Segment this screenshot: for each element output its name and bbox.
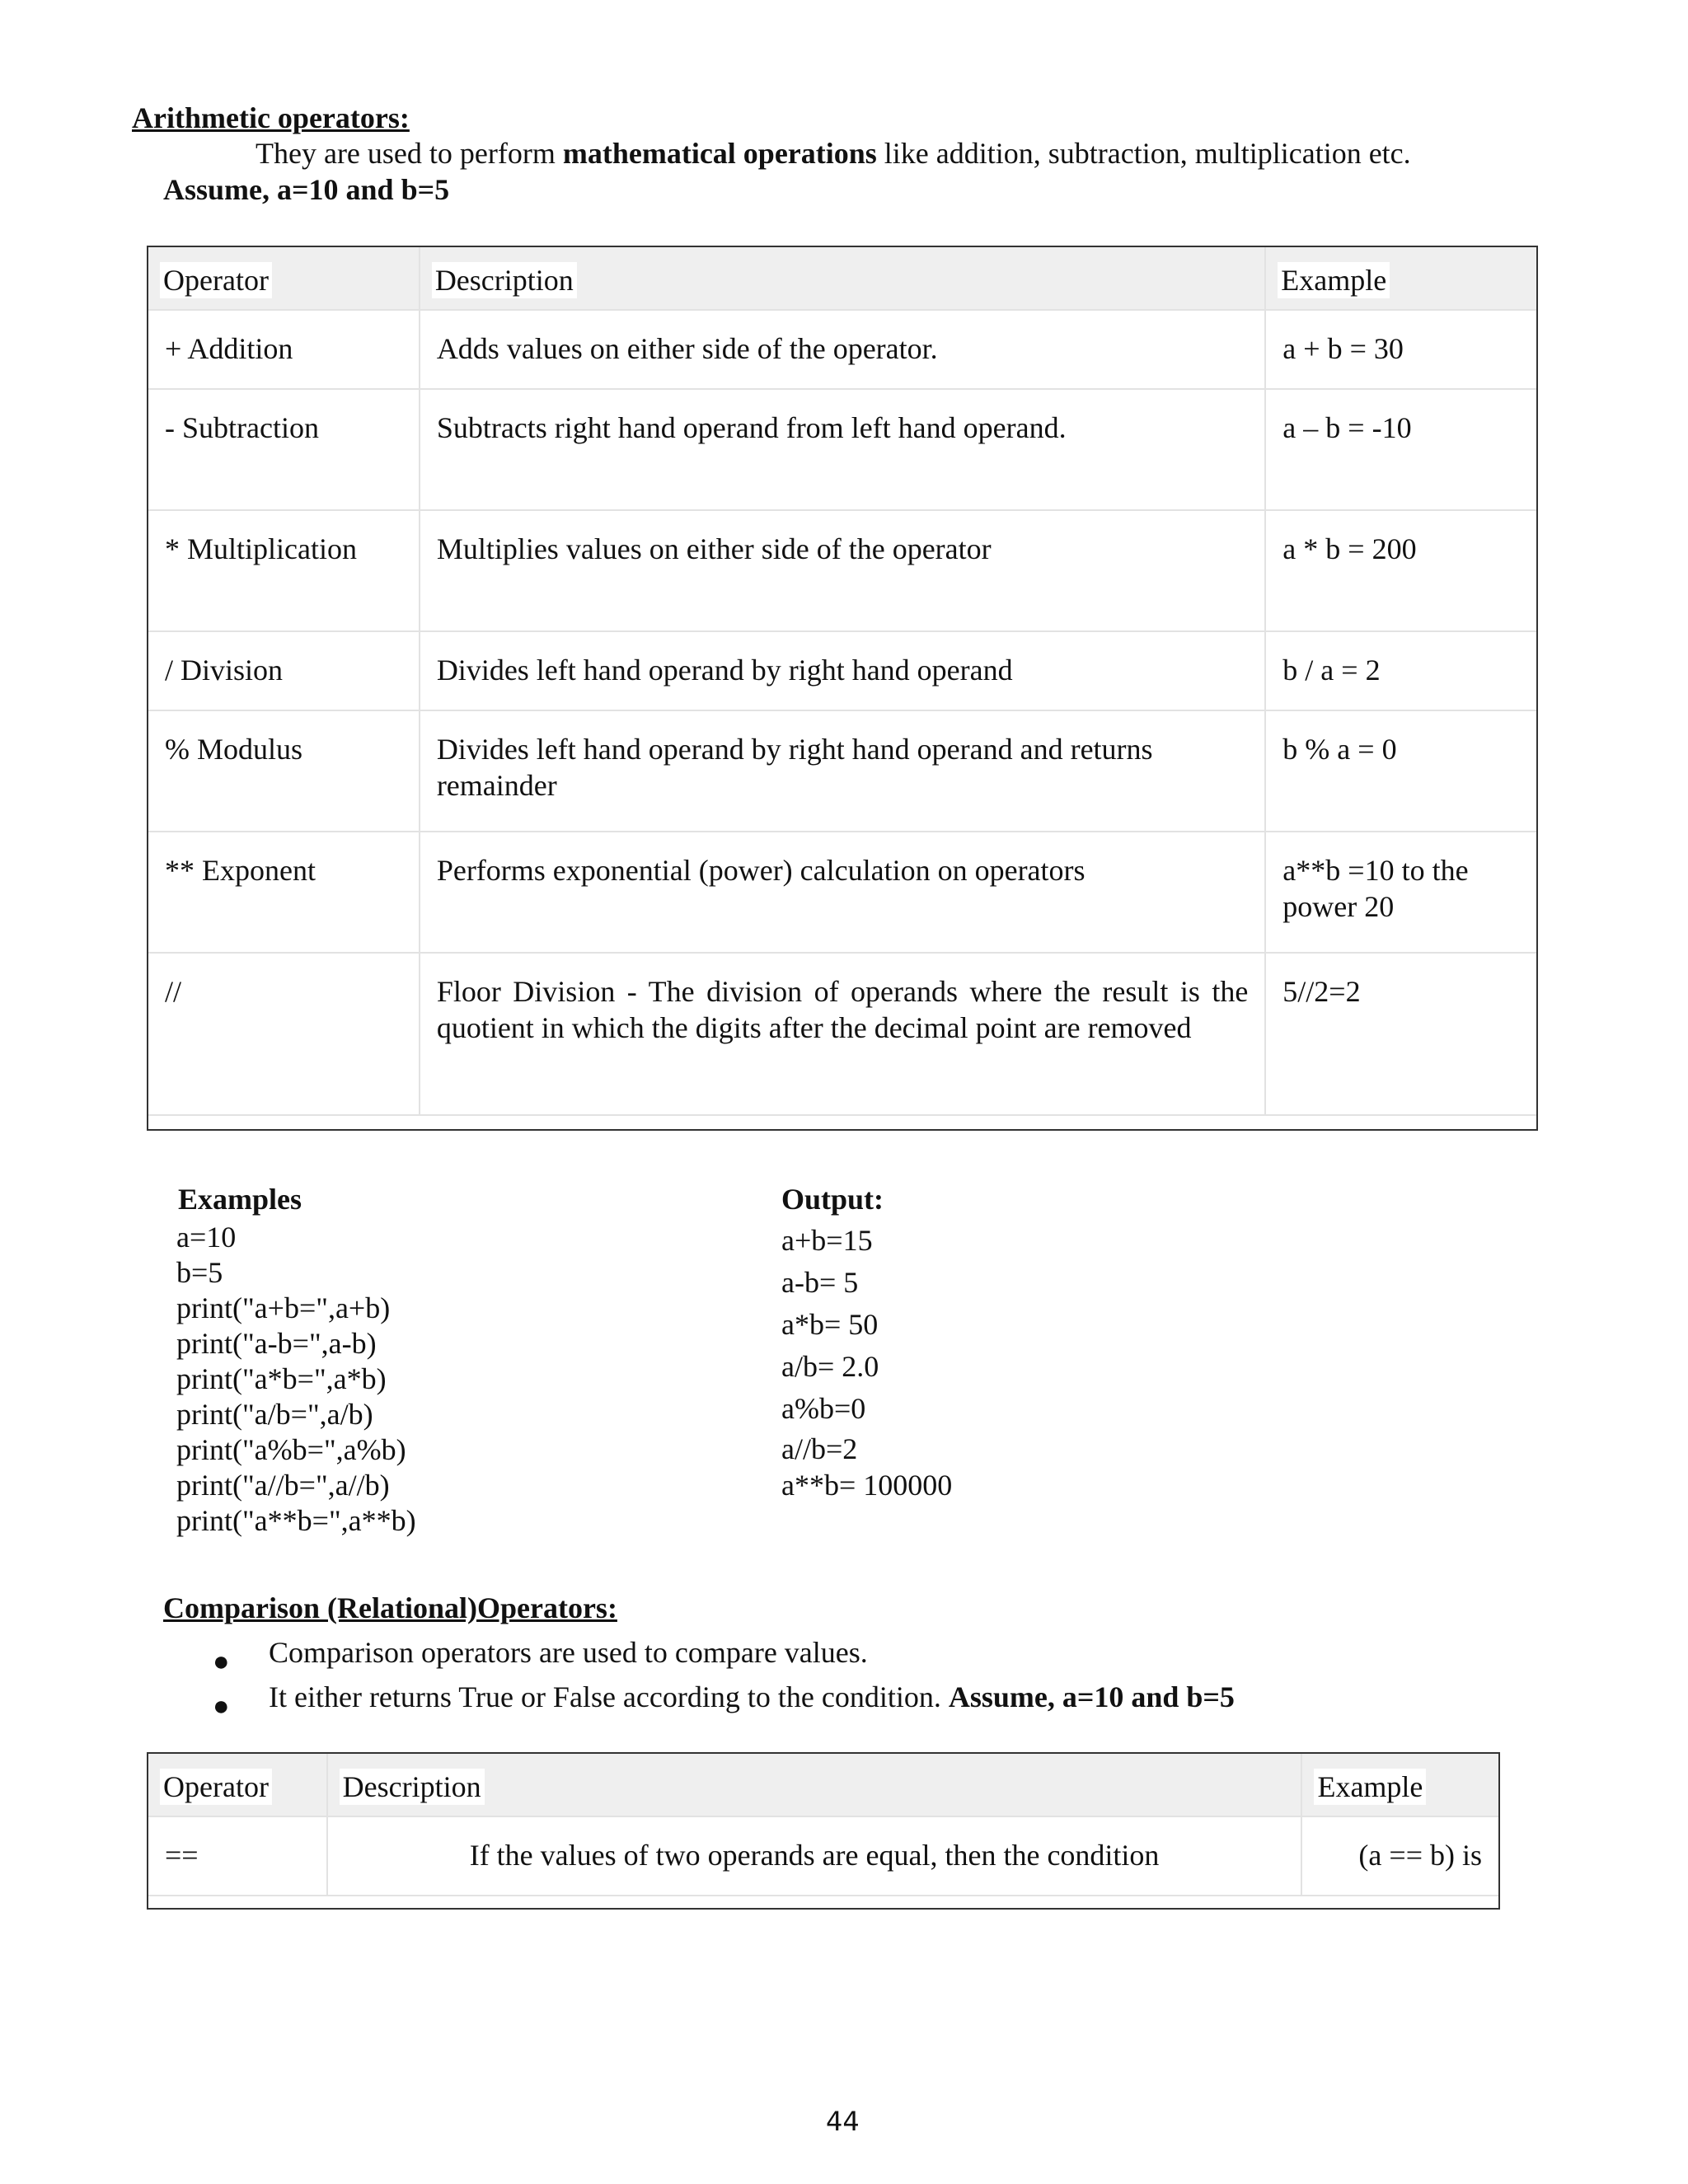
example-cell: (a == b) is	[1301, 1816, 1499, 1896]
code-line: print("a+b=",a+b)	[176, 1291, 391, 1324]
arithmetic-heading: Arithmetic operators:	[132, 101, 410, 134]
table-row	[148, 832, 1537, 953]
header-operator-label: Operator	[160, 1769, 272, 1805]
example-cell: a + b = 30	[1265, 310, 1537, 389]
example-cell: b / a = 2	[1265, 631, 1537, 710]
header-description-label: Description	[340, 1769, 485, 1805]
code-line: print("a**b=",a**b)	[176, 1504, 416, 1537]
code-line: print("a*b=",a*b)	[176, 1362, 387, 1395]
bullet-item	[176, 1630, 1235, 1675]
header-example	[1265, 246, 1537, 310]
example-cell: 5//2=2	[1265, 953, 1537, 1115]
comparison-heading: Comparison (Relational)Operators:	[163, 1591, 617, 1624]
operator-cell: + Addition	[148, 310, 420, 389]
table-row	[148, 1816, 1499, 1896]
operator-cell: //	[148, 953, 420, 1115]
bullet-item	[176, 1675, 1235, 1722]
table-header-row	[148, 1753, 1499, 1816]
description-cell: Multiplies values on either side of the operator	[420, 510, 1265, 631]
code-line: print("a-b=",a-b)	[176, 1327, 377, 1360]
example-cell: a**b =10 to the power 20	[1265, 832, 1537, 953]
output-line: a-b= 5	[781, 1266, 859, 1299]
intro-text-post: like addition, subtraction, multiplication etc.	[876, 137, 1411, 170]
intro-text-pre: They are used to perform	[256, 137, 563, 170]
description-cell: Divides left hand operand by right hand operand	[420, 631, 1265, 710]
arithmetic-assumption: Assume, a=10 and b=5	[163, 173, 450, 206]
arithmetic-intro	[256, 135, 1411, 171]
output-line: a*b= 50	[781, 1308, 879, 1341]
page-number: 44	[826, 2106, 860, 2137]
comparison-bullets	[176, 1630, 1235, 1722]
table-header-row	[148, 246, 1537, 310]
header-description-label: Description	[432, 262, 577, 298]
header-operator	[148, 246, 420, 310]
operator-cell: - Subtraction	[148, 389, 420, 510]
header-operator	[148, 1753, 327, 1816]
table-row	[148, 389, 1537, 510]
examples-heading: Examples	[178, 1183, 302, 1216]
description-cell: Divides left hand operand by right hand operand and returns remainder	[420, 710, 1265, 832]
code-line: print("a/b=",a/b)	[176, 1398, 373, 1431]
header-operator-label: Operator	[160, 262, 272, 298]
output-heading: Output:	[781, 1183, 884, 1216]
examples-code	[176, 1220, 416, 1539]
operator-cell: / Division	[148, 631, 420, 710]
example-cell: b % a = 0	[1265, 710, 1537, 832]
table-row	[148, 631, 1537, 710]
description-cell: Subtracts right hand operand from left hand operand.	[420, 389, 1265, 510]
operator-cell: ==	[148, 1816, 327, 1896]
operator-cell: ** Exponent	[148, 832, 420, 953]
output-lines	[781, 1220, 952, 1502]
code-line: a=10	[176, 1221, 237, 1254]
description-cell: If the values of two operands are equal, then the condition	[327, 1816, 1302, 1896]
bullet-text: It either returns True or False according to the condition.	[269, 1680, 949, 1713]
operator-cell: % Modulus	[148, 710, 420, 832]
code-line: b=5	[176, 1256, 223, 1289]
code-line: print("a//b=",a//b)	[176, 1469, 390, 1502]
output-line: a+b=15	[781, 1224, 873, 1257]
output-line: a**b= 100000	[781, 1469, 953, 1502]
description-cell: Floor Division - The division of operands where the result is the quotient in which the digits after the decimal point are removed	[420, 953, 1265, 1115]
intro-text-bold: mathematical operations	[562, 137, 877, 170]
header-example	[1301, 1753, 1499, 1816]
code-line: print("a%b=",a%b)	[176, 1433, 406, 1466]
description-cell: Adds values on either side of the operator.	[420, 310, 1265, 389]
output-line: a//b=2	[781, 1432, 858, 1465]
description-cell: Performs exponential (power) calculation on operators	[420, 832, 1265, 953]
output-line: a%b=0	[781, 1392, 866, 1425]
operator-cell: * Multiplication	[148, 510, 420, 631]
bullet-dot-icon: ●	[213, 1647, 230, 1677]
example-cell: a – b = -10	[1265, 389, 1537, 510]
table-row	[148, 710, 1537, 832]
header-description	[420, 246, 1265, 310]
example-cell: a * b = 200	[1265, 510, 1537, 631]
bullet-text: Comparison operators are used to compare values.	[269, 1636, 868, 1669]
header-description	[327, 1753, 1302, 1816]
bullet-dot-icon: ●	[213, 1691, 230, 1722]
table-row	[148, 953, 1537, 1115]
output-line: a/b= 2.0	[781, 1350, 879, 1383]
header-example-label: Example	[1314, 1769, 1426, 1805]
table-row	[148, 510, 1537, 631]
header-example-label: Example	[1278, 262, 1390, 298]
comparison-operators-table	[147, 1752, 1500, 1896]
table-row	[148, 310, 1537, 389]
arithmetic-operators-table	[147, 246, 1538, 1116]
bullet-text-bold: Assume, a=10 and b=5	[948, 1680, 1235, 1713]
